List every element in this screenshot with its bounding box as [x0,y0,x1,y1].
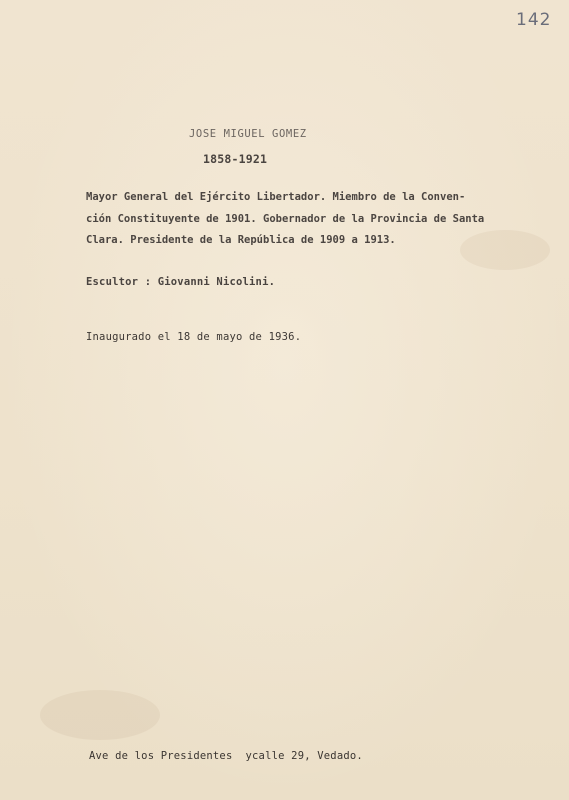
biography-line: ción Constituyente de 1901. Gobernador de la Provincia de Santa [86,212,485,225]
biography-line: Mayor General del Ejército Libertador. Miembro de la Conven- [86,191,466,203]
biography-line: Clara. Presidente de la República de 1909 a 1913. [86,234,396,246]
subject-years: 1858-1921 [203,152,268,166]
inauguration-line: Inaugurado el 18 de mayo de 1936. [86,331,302,343]
page-number: 142 [516,10,552,30]
sculptor-line: Escultor : Giovanni Nicolini. [86,276,276,288]
bleed-through-handwriting: ​ [89,710,91,725]
biography-paragraph [86,187,526,252]
address-line: Ave de los Presidentes ycalle 29, Vedado. [89,750,363,762]
subject-name: JOSE MIGUEL GOMEZ [189,128,307,140]
paper-stain [40,690,160,740]
